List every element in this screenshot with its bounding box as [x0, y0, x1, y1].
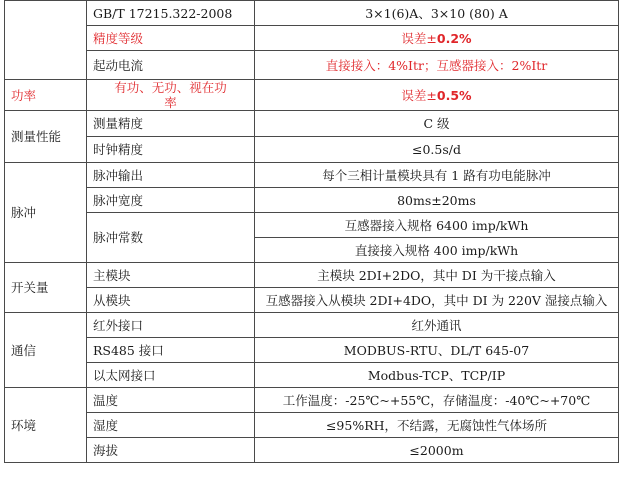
table-row-humidity	[5, 413, 619, 438]
value-cell: 工作温度：-25℃~+55℃，存储温度：-40℃~+70℃	[255, 388, 619, 413]
item-cell-starting-current: 起动电流	[87, 51, 255, 80]
value-cell-standard: 3×1(6)A、3×10 (80) A	[255, 1, 619, 26]
item-cell: 时钟精度	[87, 137, 255, 163]
value-cell: ≤0.5s/d	[255, 137, 619, 163]
category-cell-pulse: 脉冲	[5, 163, 87, 263]
value-cell-accuracy-class	[255, 26, 619, 51]
table-row-main-module	[5, 263, 619, 288]
category-cell-comm: 通信	[5, 313, 87, 388]
item-line-2: 率	[164, 95, 177, 110]
table-row-temperature	[5, 388, 619, 413]
table-row-measurement-accuracy	[5, 111, 619, 137]
value-prefix: 误差±	[401, 87, 437, 103]
value-cell: 80ms±20ms	[255, 188, 619, 213]
item-cell: 脉冲宽度	[87, 188, 255, 213]
item-cell-power	[87, 80, 255, 111]
item-cell: 海拔	[87, 438, 255, 463]
table-row-ethernet	[5, 363, 619, 388]
item-cell: RS485 接口	[87, 338, 255, 363]
table-row-clock-accuracy	[5, 137, 619, 163]
category-cell-switch: 开关量	[5, 263, 87, 313]
value-cell-power	[255, 80, 619, 111]
value-cell: C 级	[255, 111, 619, 137]
value-cell: MODBUS-RTU、DL/T 645-07	[255, 338, 619, 363]
table-row-pulse-constant-ct	[5, 213, 619, 238]
table-row-infrared	[5, 313, 619, 338]
item-cell: 脉冲常数	[87, 213, 255, 263]
table-row-altitude	[5, 438, 619, 463]
table-row-standard	[5, 1, 619, 26]
value-cell: ≤2000m	[255, 438, 619, 463]
item-cell-accuracy-class: 精度等级	[87, 26, 255, 51]
item-line-1: 有功、无功、视在功	[114, 80, 227, 95]
value-cell: Modbus-TCP、TCP/IP	[255, 363, 619, 388]
table-row-pulse-output	[5, 163, 619, 188]
item-cell: 红外接口	[87, 313, 255, 338]
value-number: 0.5%	[436, 87, 472, 103]
item-cell: 主模块	[87, 263, 255, 288]
table-row-starting-current	[5, 51, 619, 80]
value-cell: 直接接入规格 400 imp/kWh	[255, 238, 619, 263]
item-cell: 脉冲输出	[87, 163, 255, 188]
spec-table	[4, 0, 619, 463]
table-row-slave-module	[5, 288, 619, 313]
table-row-power	[5, 80, 619, 111]
table-row-pulse-width	[5, 188, 619, 213]
item-cell: 以太网接口	[87, 363, 255, 388]
value-cell: 每个三相计量模块具有 1 路有功电能脉冲	[255, 163, 619, 188]
table-row-accuracy-class	[5, 26, 619, 51]
item-cell-standard: GB/T 17215.322-2008	[87, 1, 255, 26]
value-number: 0.2%	[436, 30, 472, 46]
category-cell-blank	[5, 1, 87, 80]
item-cell: 湿度	[87, 413, 255, 438]
table-row-rs485	[5, 338, 619, 363]
item-cell: 温度	[87, 388, 255, 413]
item-cell: 从模块	[87, 288, 255, 313]
value-cell: 互感器接入从模块 2DI+4DO，其中 DI 为 220V 湿接点输入	[255, 288, 619, 313]
category-cell-power: 功率	[5, 80, 87, 111]
category-cell-env: 环境	[5, 388, 87, 463]
value-prefix: 误差±	[401, 30, 437, 46]
value-cell: 主模块 2DI+2DO，其中 DI 为干接点输入	[255, 263, 619, 288]
value-cell: 红外通讯	[255, 313, 619, 338]
value-cell: ≤95%RH，不结露，无腐蚀性气体场所	[255, 413, 619, 438]
value-cell-starting-current: 直接接入：4%Itr；互感器接入：2%Itr	[255, 51, 619, 80]
category-cell-measurement: 测量性能	[5, 111, 87, 163]
value-cell: 互感器接入规格 6400 imp/kWh	[255, 213, 619, 238]
item-cell: 测量精度	[87, 111, 255, 137]
